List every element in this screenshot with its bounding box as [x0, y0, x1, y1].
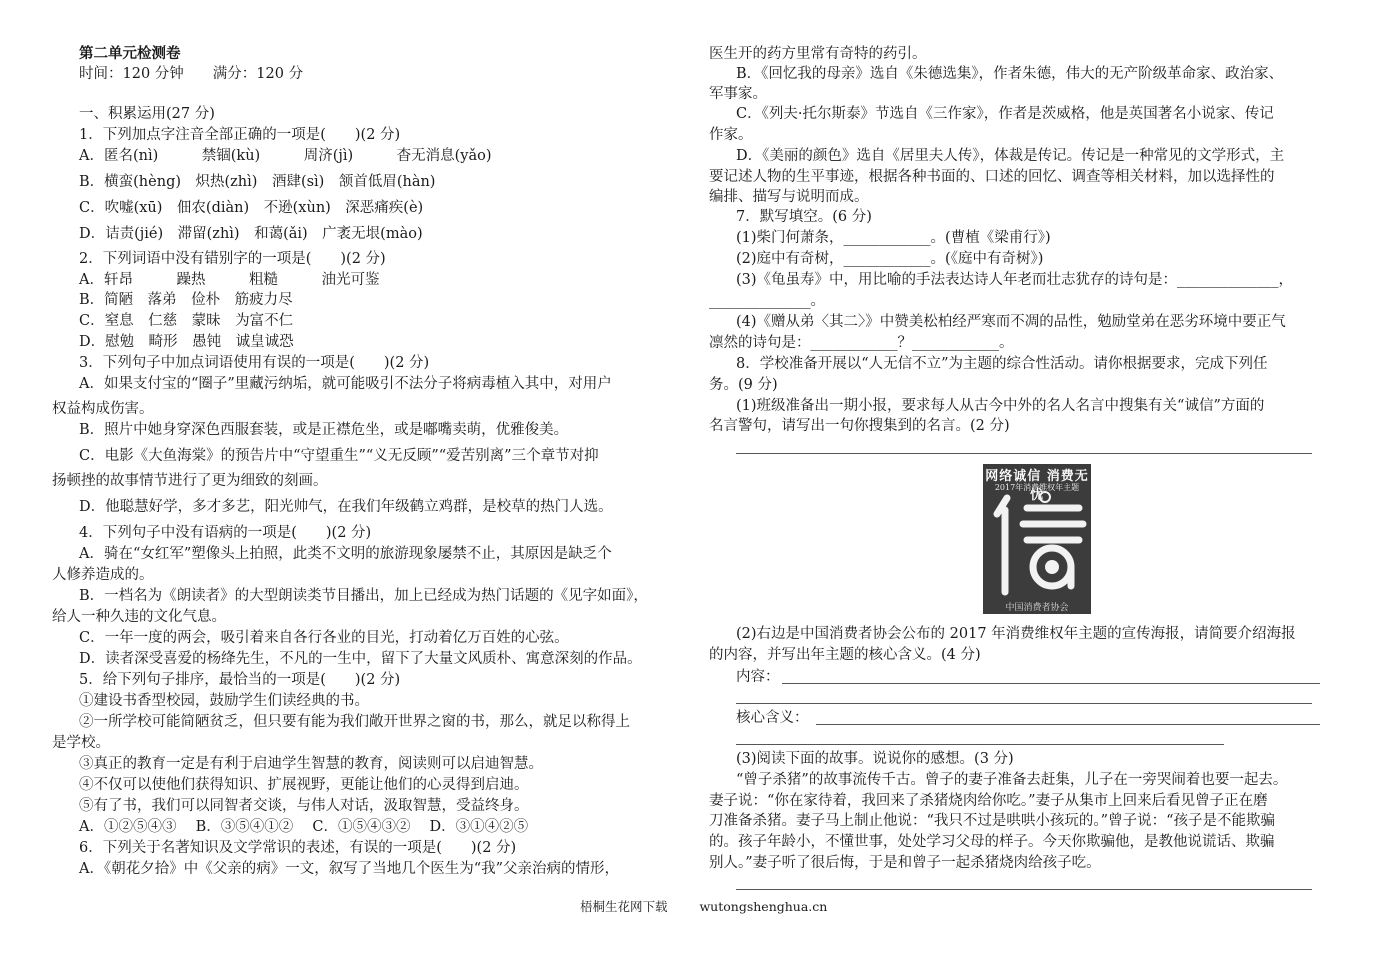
left-text-line: A．骑在“女红军”塑像头上拍照，此类不文明的旅游现象屡禁不止，其原因是缺乏个 [79, 546, 612, 562]
right-text-line: 作家。 [709, 127, 753, 143]
right-text-line: 妻子说：“你在家待着，我回来了杀猪烧肉给你吃。”妻子从集市上回来后看见曾子正在磨 [709, 793, 1268, 809]
left-text-line: 第二单元检测卷 [79, 45, 181, 62]
left-text-line: A．轩昂 躁热 粗糙 油光可鉴 [79, 272, 380, 288]
left-text-line: B．横蛮(hèng) 炽热(zhì) 酒肆(sì) 颔首低眉(hàn) [79, 174, 436, 190]
left-text-line: B．一档名为《朗读者》的大型朗读类节目播出，加上已经成为热门话题的《见字如面》， [79, 588, 648, 604]
left-text-line: 给人一种久违的文化气息。 [52, 609, 226, 625]
right-text-line: (1)班级准备出一期小报，要求每人从古今中外的名人名言中搜集有关“诚信”方面的 [736, 398, 1265, 414]
right-text-line: 编排、描写与说明而成。 [709, 189, 869, 205]
right-text-line: D．《美丽的颜色》选自《居里夫人传》，体裁是传记。传记是一种常见的文学形式，主 [736, 148, 1285, 164]
right-text-line: (2)庭中有奇树，____________。(《庭中有奇树》) [736, 251, 1044, 267]
left-text-line: D．他聪慧好学，多才多艺，阳光帅气，在我们年级鹤立鸡群，是校草的热门人选。 [79, 499, 613, 515]
left-text-line: D．慰勉 畸形 愚钝 诚皇诚恐 [79, 334, 294, 350]
left-text-line: ⑤有了书，我们可以同智者交谈，与伟人对话，汲取智慧，受益终身。 [79, 798, 529, 814]
consumer-poster [983, 464, 1091, 614]
left-text-line: A．《朝花夕拾》中《父亲的病》一文，叙写了当地几个医生为“我”父亲治病的情形， [79, 861, 620, 877]
left-text-line: 1．下列加点字注音全部正确的一项是( )(2 分) [79, 127, 401, 143]
left-text-line: ③真正的教育一定是有利于启迪学生智慧的教育，阅读则可以启迪智慧。 [79, 756, 543, 772]
answer-line [782, 683, 1320, 684]
right-text-line: ______________。 [709, 293, 825, 309]
left-text-line: B．简陋 落弟 俭朴 筋疲力尽 [79, 292, 293, 308]
left-text-line: D．诘责(jié) 滞留(zhì) 和蔼(ǎi) 广袤无垠(mào) [79, 226, 423, 242]
left-text-line: B．照片中她身穿深色西服套装，或是正襟危坐，或是嘟嘴卖萌，优雅俊美。 [79, 422, 569, 438]
left-text-line: 扬顿挫的故事情节进行了更为细致的刻画。 [52, 473, 328, 489]
left-text-line: C．一年一度的两会，吸引着来自各行各业的目光，打动着亿万百姓的心弦。 [79, 630, 569, 646]
right-text-line: 务。(9 分) [709, 377, 778, 393]
left-text-line: 一、积累运用(27 分) [79, 106, 215, 122]
answer-line [736, 889, 1312, 890]
right-text-line: (1)柴门何萧条，____________。(曹植《梁甫行》) [736, 230, 1051, 246]
right-text-line: 医生开的药方里常有奇特的药引。 [709, 46, 927, 62]
page-footer [580, 897, 827, 915]
answer-line [736, 744, 1224, 745]
right-text-line: 要记述人物的生平事迹，根据各种书面的、口述的回忆、调查等相关材料，加以选择性的 [709, 169, 1275, 185]
left-text-line: C．电影《大鱼海棠》的预告片中“守望重生”“义无反顾”“爱苦别离”三个章节对抑 [79, 448, 599, 464]
right-text-line: 名言警句，请写出一句你搜集到的名言。(2 分) [709, 418, 1010, 434]
left-text-line: 4．下列句子中没有语病的一项是( )(2 分) [79, 525, 372, 541]
left-text-line: D．读者深受喜爱的杨绛先生，不凡的一生中，留下了大量文风质朴、寓意深刻的作品。 [79, 651, 642, 667]
right-text-line: 凛然的诗句是：____________？____________。 [709, 335, 1014, 351]
left-text-line: 2．下列词语中没有错别字的一项是( )(2 分) [79, 251, 386, 267]
poster-title: 网络诚信 消费无忧 [985, 469, 1089, 503]
right-text-line: 内容： [736, 669, 780, 685]
left-text-line: A．①②⑤④③ B．③⑤④①② C．①⑤④③② D．③①④②⑤ [79, 819, 529, 835]
left-text-line: ④不仅可以使他们获得知识、扩展视野，更能让他们的心灵得到启迪。 [79, 777, 529, 793]
left-text-line: A．匿名(nì) 禁锢(kù) 周济(jì) 杳无消息(yǎo) [79, 148, 492, 164]
right-text-line: “曾子杀猪”的故事流传千古。曾子的妻子准备去赶集，儿子在一旁哭闹着也要一起去。 [736, 772, 1288, 788]
right-text-line: 的。孩子年龄小，不懂世事，处处学习父母的样子。今天你欺骗他，是教他说谎话、欺骗 [709, 834, 1275, 850]
right-text-line: 刀准备杀猪。妻子马上制止他说：“我只不过是哄哄小孩玩的。”曾子说：“孩子是不能欺骗 [709, 813, 1275, 829]
left-text-line: 是学校。 [52, 735, 110, 751]
right-text-line: B．《回忆我的母亲》选自《朱德选集》，作者朱德，伟大的无产阶级革命家、政治家、 [736, 66, 1284, 82]
footer-url: wutongshenghua.cn [699, 899, 828, 914]
left-text-line: 权益构成伤害。 [52, 401, 154, 417]
right-text-line: 的内容，并写出年主题的核心含义。(4 分) [709, 647, 981, 663]
left-text-line: ①建设书香型校园，鼓励学生们读经典的书。 [79, 693, 369, 709]
right-text-line: 7．默写填空。(6 分) [736, 209, 872, 225]
left-text-line: 6．下列关于名著知识及文学常识的表述，有误的一项是( )(2 分) [79, 840, 517, 856]
left-text-line: A．如果支付宝的“圈子”里藏污纳垢，就可能吸引不法分子将病毒植入其中，对用户 [79, 376, 612, 392]
left-text-line: 人修养造成的。 [52, 567, 154, 583]
right-text-line: 军事家。 [709, 86, 767, 102]
left-text-line: C．窒息 仁慈 蒙昧 为富不仁 [79, 313, 294, 329]
answer-line [816, 724, 1320, 725]
right-text-line: 核心含义： [736, 710, 809, 726]
right-text-line: 8．学校准备开展以“人无信不立”为主题的综合性活动。请你根据要求，完成下列任 [736, 356, 1268, 372]
right-text-line: (3)阅读下面的故事。说说你的感想。(3 分) [736, 751, 1014, 767]
right-text-line: (2)右边是中国消费者协会公布的 2017 年消费维权年主题的宣传海报，请简要介绍海报 [736, 626, 1296, 642]
answer-line [736, 703, 1312, 704]
footer-site-name: 梧桐生花网下载 [580, 899, 668, 914]
right-text-line: (3)《龟虽寿》中，用比喻的手法表达诗人年老而壮志犹存的诗句是：______________， [736, 272, 1294, 288]
left-text-line: 3．下列句子中加点词语使用有误的一项是( )(2 分) [79, 355, 430, 371]
left-text-line: C．吹嘘(xū) 佃农(diàn) 不逊(xùn) 深恶痛疾(è) [79, 200, 424, 216]
left-text-line: ②一所学校可能简陋贫乏，但只要有能为我们敞开世界之窗的书，那么，就足以称得上 [79, 714, 630, 730]
answer-line [736, 453, 1312, 454]
xin-character-graphic [983, 464, 1091, 614]
right-text-line: (4)《赠从弟〈其二〉》中赞美松柏经严寒而不凋的品性，勉励堂弟在恶劣环境中要正气 [736, 314, 1286, 330]
left-text-line: 时间：120 分钟 满分：120 分 [79, 66, 304, 82]
poster-subtitle: 2017年消费维权年主题 [994, 483, 1080, 492]
right-text-line: 别人。”妻子听了很后悔，于是和曾子一起杀猪烧肉给孩子吃。 [709, 855, 1101, 871]
right-text-line: C．《列夫·托尔斯泰》节选自《三作家》，作者是茨威格，他是英国著名小说家、传记 [736, 106, 1274, 122]
poster-footer: 中国消费者协会 [1005, 603, 1069, 613]
left-text-line: 5．给下列句子排序，最恰当的一项是( )(2 分) [79, 672, 401, 688]
